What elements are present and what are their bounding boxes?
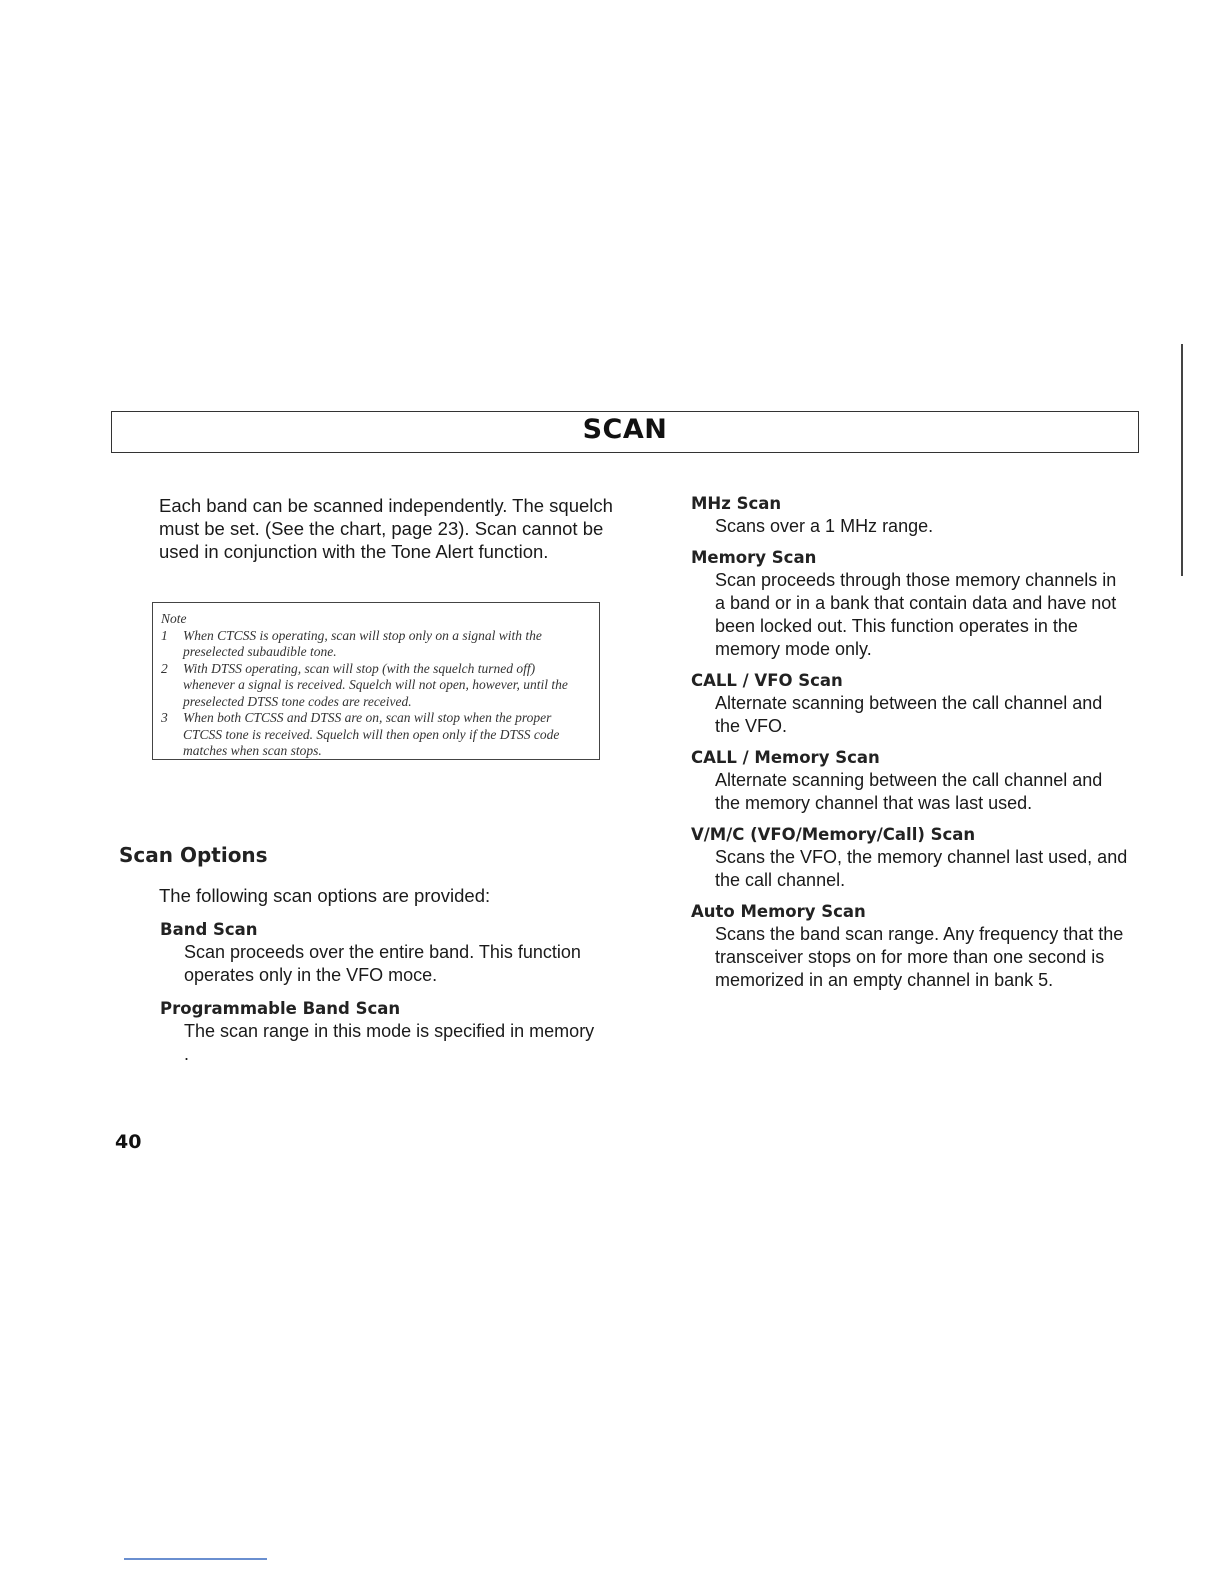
margin-rule [1181,344,1183,576]
intro-paragraph [159,494,619,563]
scan-option-title: MHz Scan [691,494,782,513]
scan-option [160,919,600,987]
note-number: 1 [161,627,168,643]
scan-option-description: Scans the VFO, the memory channel last used, and the call channel. [715,847,1128,890]
intro-text: Each band can be scanned independently. The squelch must be set. (See the chart, page 23). Scan cannot be used in conjunction with the Tone Alert function. [159,495,613,562]
scan-option-description: Scan proceeds over the entire band. This function operates only in the VFO moce. [184,942,581,985]
note-item [161,710,575,760]
note-box [152,602,600,760]
scan-option-title: CALL / Memory Scan [691,748,880,767]
scan-option-description: The scan range in this mode is specified in memory . [184,1021,595,1064]
scan-options-heading: Scan Options [119,843,268,867]
note-title: Note [161,611,187,626]
note-list [161,628,575,760]
scan-options-lead: The following scan options are provided: [159,885,491,906]
scan-option [160,998,600,1066]
scan-option [691,824,1131,892]
scan-option-description: Scans over a 1 MHz range. [715,516,934,536]
scan-option [691,670,1131,738]
note-item [161,661,575,711]
scan-option-title: CALL / VFO Scan [691,671,843,690]
scan-option-description: Scan proceeds through those memory channels in a band or in a bank that contain data and have not been locked out. This function operates in the memory mode only. [715,570,1117,659]
scan-options-left-column [160,919,600,1077]
scan-option [691,747,1131,815]
note-number: 2 [161,660,168,676]
scan-option-description: Alternate scanning between the call channel and the memory channel that was last used. [715,770,1103,813]
scan-option [691,493,1131,538]
scan-option [691,547,1131,661]
section-banner [111,411,1139,453]
scan-options-right-column [691,493,1131,1001]
scan-option-description: Scans the band scan range. Any frequency that the transceiver stops on for more than one second is memorized in an empty channel in bank 5. [715,924,1124,990]
scan-option-title: V/M/C (VFO/Memory/Call) Scan [691,825,976,844]
scan-option-description: Alternate scanning between the call channel and the VFO. [715,693,1103,736]
page-title: SCAN [582,414,668,445]
scan-option-title: Memory Scan [691,548,817,567]
scan-option-title: Programmable Band Scan [160,999,401,1018]
note-number: 3 [161,710,168,725]
scan-option-title: Auto Memory Scan [691,902,866,921]
scan-option-title: Band Scan [160,920,258,939]
scan-option [691,901,1131,992]
note-text: When both CTCSS and DTSS are on, scan will stop when the proper CTCSS tone is received. Squelch will then open only if the DTSS code matches when scan stops. [183,710,560,758]
note-text: With DTSS operating, scan will stop (with the squelch turned off) whenever a signal is received. Squelch will not open, however, until the preselected DTSS tone codes are received. [183,660,568,709]
note-item [161,628,575,661]
footer-rule [124,1558,267,1560]
note-text: When CTCSS is operating, scan will stop only on a signal with the preselected subaudible tone. [183,627,542,659]
page-number: 40 [115,1131,142,1153]
